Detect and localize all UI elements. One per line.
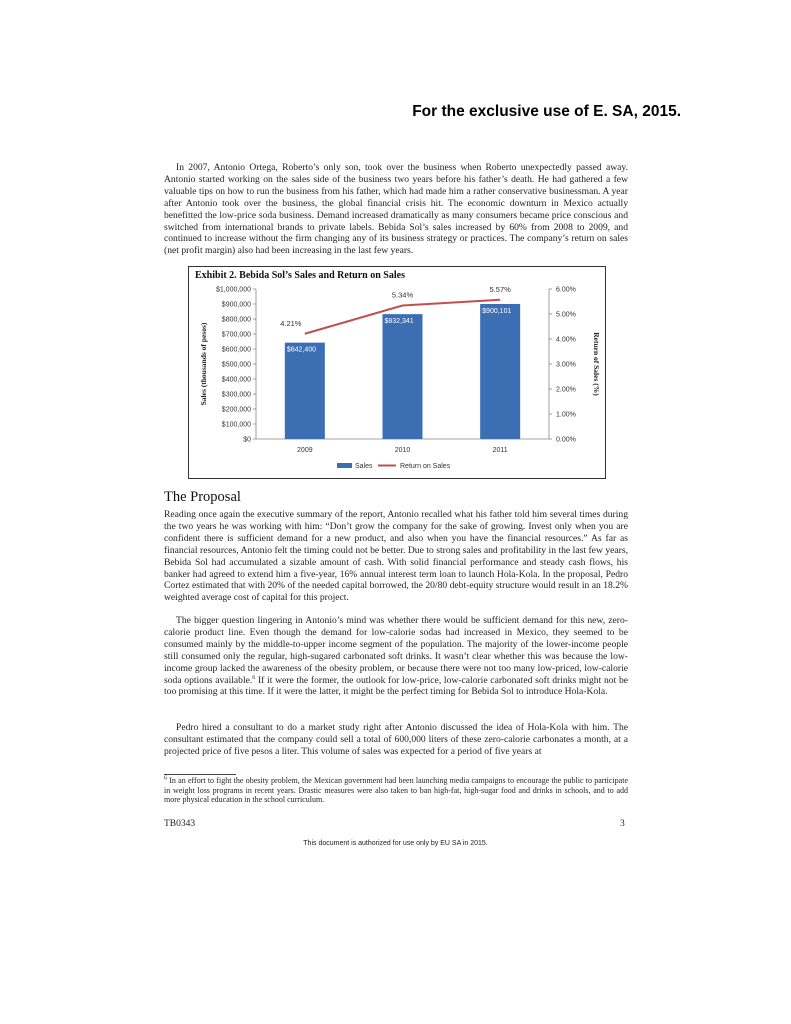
left-tick-label: $0 xyxy=(243,436,251,444)
sales-bar xyxy=(383,314,423,439)
right-tick-label: 6.00% xyxy=(556,286,576,294)
legend-sales-swatch xyxy=(337,463,352,468)
document-code: TB0343 xyxy=(164,819,196,829)
exhibit-2-chart xyxy=(188,266,606,479)
left-tick-label: $200,000 xyxy=(221,406,251,414)
left-tick-label: $600,000 xyxy=(221,346,251,354)
return-on-sales-label: 4.21% xyxy=(280,318,302,328)
footnote-ref: 6 xyxy=(252,674,256,681)
left-tick-label: $800,000 xyxy=(221,316,251,324)
right-tick-label: 3.00% xyxy=(556,361,576,369)
sales-bar xyxy=(285,343,325,439)
proposal-paragraph: Reading once again the executive summary of the report, Antonio recalled what his father told him several times during the two years he was working with him: “Don’t grow the company for the sake of growing. Invest only when you are confident there is sufficient demand for a new product, and also when you have the financial resources.” As far as financial resources, Antonio felt the timing could not be better. Due to strong sales and profitability in the last few years, Bebida Sol had accumulated a sizable amount of cash. With solid financial performance and steady cash flows, his banker had agreed to extend him a five-year, 16% annual interest term loan to launch Hola-Kola. In the proposal, Pedro Cortez estimated that with 20% of the needed capital borrowed, the 20/80 debt-equity structure would result in an 18.2% weighted average cost of capital for this project. xyxy=(164,509,628,604)
legend-sales-label: Sales xyxy=(355,463,373,470)
right-tick-label: 1.00% xyxy=(556,411,576,419)
footnote-divider xyxy=(164,774,236,775)
sales-bar-label: $642,400 xyxy=(286,346,317,354)
page-number: 3 xyxy=(620,819,625,829)
left-tick-label: $100,000 xyxy=(221,421,251,429)
demand-text-b: If it were the former, the outlook for low-price, low-calorie carbonated soft drinks might not be too promising at this time. If it were the latter, it might be the perfect timing for Bebida Sol to introduce Hola-Kola. xyxy=(164,674,629,698)
sales-bar-label: $900,101 xyxy=(482,307,512,315)
right-axis-title: Return of Sales (%) xyxy=(592,332,601,396)
section-title: The Proposal xyxy=(164,489,241,505)
left-tick-label: $500,000 xyxy=(221,361,251,369)
return-on-sales-label: 5.57% xyxy=(489,284,511,294)
sales-bar-label: $832,341 xyxy=(384,318,414,326)
authorized-notice: This document is authorized for use only by EU SA in 2015. xyxy=(303,840,488,847)
footnote xyxy=(164,776,628,805)
demand-text-a: The bigger question lingering in Antonio’s mind was whether there would be sufficient demand for this new, zero-calorie product line. Even though the demand for low-calorie sodas had increased in Mexico, they seemed to be consumed mainly by the middle-to-upper income segment of the population. The majority of the lower-income people still consumed only the regular, high-sugared carbonated soft drinks. It wasn’t clear whether this was because the low-income group lacked the awareness of the obesity problem, or because there were not too many low-priced, low-calorie soda options available. xyxy=(164,615,628,686)
category-label: 2010 xyxy=(394,447,411,454)
right-tick-label: 0.00% xyxy=(556,436,576,444)
left-axis-title: Sales (thousands of pesos) xyxy=(199,322,208,406)
exhibit-title: Exhibit 2. Bebida Sol’s Sales and Return on Sales xyxy=(195,270,405,281)
left-tick-label: $400,000 xyxy=(221,376,251,384)
return-on-sales-label: 5.34% xyxy=(391,290,414,300)
left-tick-label: $1,000,000 xyxy=(215,286,251,294)
intro-paragraph: In 2007, Antonio Ortega, Roberto’s only son, took over the business when Roberto unexpectedly passed away. Antonio started working on the sales side of the business two years before his father’s death. He had gathered a few valuable tips on how to run the business from his father, which had made him a rather conservative businessman. A year after Antonio took over the business, the global financial crisis hit. The economic downturn in Mexico actually benefitted the low-price soda business. Demand increased dramatically as many consumers became price conscious and switched from international brands to private labels. Bebida Sol’s sales increased by 60% from 2008 to 2009, and continued to increase without the firm changing any of its business strategy or practices. The company’s return on sales (net profit margin) also had been increasing in the last few years. xyxy=(164,162,628,257)
right-tick-label: 4.00% xyxy=(556,336,576,344)
left-tick-label: $300,000 xyxy=(221,391,251,399)
left-tick-label: $700,000 xyxy=(221,331,251,339)
category-label: 2009 xyxy=(297,447,313,454)
consultant-paragraph: Pedro hired a consultant to do a market study right after Antonio discussed the idea of Hola-Kola with him. The consultant estimated that the company could sell a total of 600,000 liters of these zero-calorie carbonates a month, at a projected price of five pesos a liter. This volume of sales was expected for a period of five years at xyxy=(164,722,628,757)
sales-return-chart xyxy=(189,267,605,478)
category-label: 2011 xyxy=(492,447,508,454)
sales-bar xyxy=(480,304,520,439)
left-tick-label: $900,000 xyxy=(221,301,251,309)
footnote-number: 6 xyxy=(164,775,167,782)
right-tick-label: 5.00% xyxy=(556,311,576,319)
legend-return-label: Return on Sales xyxy=(400,463,451,470)
exclusive-use-header: For the exclusive use of E. SA, 2015. xyxy=(412,103,681,120)
demand-paragraph xyxy=(164,615,628,698)
footnote-text: In an effort to fight the obesity problem, the Mexican government had been launching media campaigns to encourage the public to participate in weight loss programs in recent years. Drastic measures were also taken to ban high-fat, high-sugar food and drinks in schools, and to add more physical education in the school curriculum. xyxy=(164,776,628,805)
right-tick-label: 2.00% xyxy=(556,386,576,394)
